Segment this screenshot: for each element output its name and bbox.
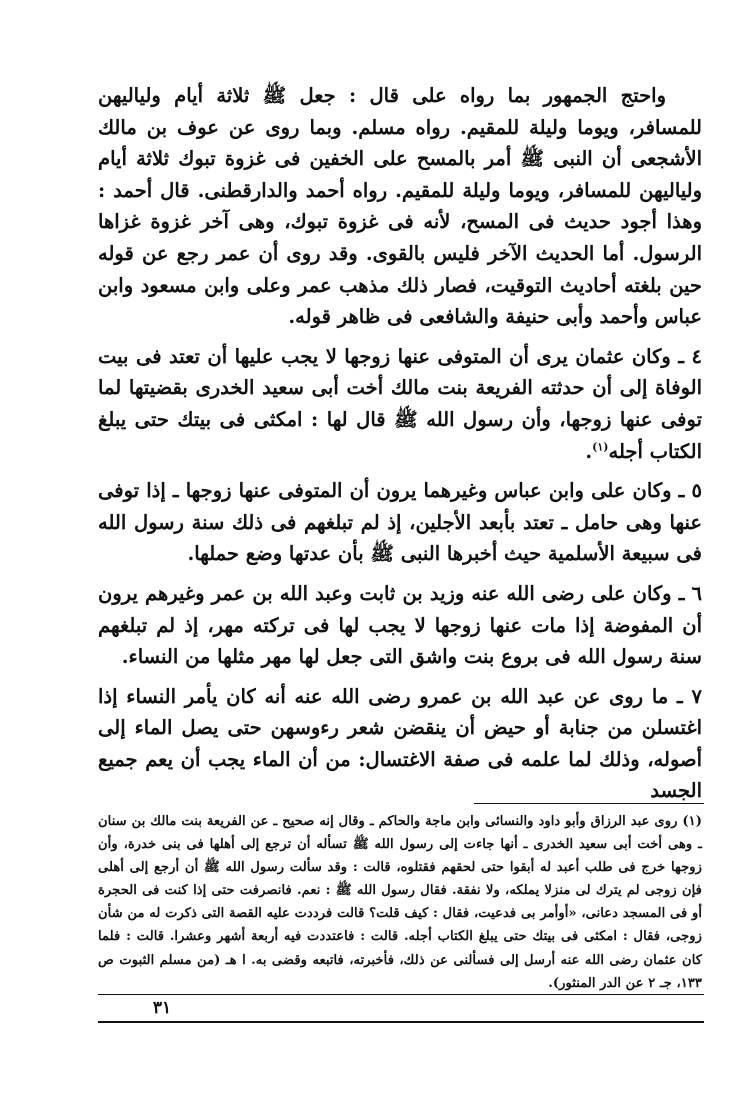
footer-rule-bottom: [98, 1021, 704, 1023]
paragraph-2: ٤ ـ وكان عثمان يرى أن المتوفى عنها زوجها لا يجب عليها أن تعتد فى بيت الوفاة إلى أن حدثته الفريعة بنت مالك أخت أبى سعيد الخدرى بقضيتها لما توفى عنها زوجها، وأن رسول الله ﷺ قال لها : امكثى فى بيتك حتى يبلغ الكتاب أجله$^{(١)}$.: [98, 344, 702, 463]
footnote-1: (١) روى عبد الرزاق وأبو داود والنسائى وابن ماجة والحاكم ـ وقال إنه صحيح ـ عن الفريعة بنت مالك بن سنان ـ وهى أخت أبى سعيد الخدرى ـ أنها جاءت إلى رسول الله ﷺ تسأله أن ترجع إلى أهلها فى بنى خدرة، وأن زوجها خرج فى طلب أعبد له أبقوا حتى لحقهم فقتلوه، قالت : وقد سألت رسول الله ﷺ أن أرجع إلى أهلى فإن زوجى لم يترك لى منزلا يملكه، ولا نفقة. فقال رسول الله ﷺ : نعم. فانصرفت حتى إذا كنت فى الحجرة أو فى المسجد دعانى، «أوأمر بى فدعيت، فقال : كيف قلت؟ قالت فرددت عليه القصة التى ذكرت له من شأن زوجى، فقال : امكثى فى بيتك حتى يبلغ الكتاب أجله. قالت : فاعتددت فيه أربعة أشهر وعشرا. قالت : فلما كان عثمان رضى الله عنه أرسل إلى فسألنى عن ذلك، فأخبرته، فاتبعه وقضى به. ا هـ (من مسلم الثبوت ص ١٣٣، جـ ٢ عن الدر المنثور).: [98, 814, 702, 991]
paragraph-1: واحتج الجمهور بما رواه على قال : جعل ﷺ ثلاثة أيام ولياليهن للمسافر، ويوما وليلة للمقيم. رواه مسلم. وبما روى عن عوف بن مالك الأشجعى أن النبى ﷺ أمر بالمسح على الخفين فى غزوة تبوك ثلاثة أيام ولياليهن للمسافر، ويوما وليلة للمقيم. رواه أحمد والدارقطنى. قال أحمد : وهذا أجود حديث فى المسح، لأنه فى غزوة تبوك، وهى آخر غزوة غزاها الرسول. أما الحديث الآخر فليس بالقوى. وقد روى أن عمر رجع عن قوله حين بلغته أحاديث التوقيت، فصار ذلك مذهب عمر وعلى وابن مسعود وابن عباس وأحمد وأبى حنيفة والشافعى فى ظاهر قوله.: [98, 84, 702, 329]
main-text: [98, 80, 702, 815]
paragraph-4: ٦ ـ وكان على رضى الله عنه وزيد بن ثابت وعبد الله بن عمر وغيرهم يرون أن المفوضة إذا مات عنها زوجها لا يجب لها فى تركته مهر، إذ لم تبلغهم سنة رسول الله فى بروع بنت واشق التى جعل لها مهر مثلها من النساء.: [98, 581, 702, 669]
page-number: ٣١: [152, 998, 172, 1018]
footnote-separator: [474, 803, 704, 804]
footnotes: [98, 810, 702, 995]
paragraph-3: ٥ ـ وكان على وابن عباس وغيرهما يرون أن المتوفى عنها زوجها ـ إذا توفى عنها وهى حامل ـ تعتد بأبعد الأجلين، إذ لم تبلغهم فى ذلك سنة رسول الله فى سبيعة الأسلمية حيث أخبرها النبى ﷺ بأن عدتها وضع حملها.: [98, 479, 702, 566]
paragraph-5: ٧ ـ ما روى عن عبد الله بن عمرو رضى الله عنه أنه كان يأمر النساء إذا اغتسلن من جنابة أو حيض أن ينقضن شعر رءوسهن حتى يصل الماء إلى أصوله، وذلك لما علمه فى صفة الاغتسال: من أن الماء يجب أن يعم جميع الجسد: [98, 684, 702, 803]
footnote-reference: (١): [592, 440, 609, 454]
paragraph-2-text: ٤ ـ وكان عثمان يرى أن المتوفى عنها زوجها لا يجب عليها أن تعتد فى بيت الوفاة إلى أن حدثته الفريعة بنت مالك أخت أبى سعيد الخدرى بقضيتها لما توفى عنها زوجها، وأن رسول الله ﷺ قال لها : امكثى فى بيتك حتى يبلغ الكتاب أجله: [98, 344, 702, 463]
